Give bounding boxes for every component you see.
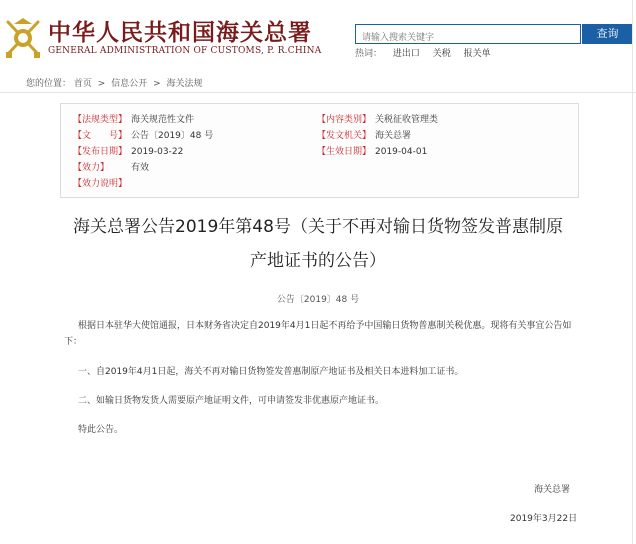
article-paragraph: 特此公告。 [78, 425, 124, 435]
meta-value: 关税征收管理类 [375, 115, 439, 125]
article-paragraph: 一、自2019年4月1日起，海关不再对输日货物签发普惠制原产地证书及相关日本进料加工证书。 [78, 367, 464, 377]
article-paragraph: 根据日本驻华大使馆通报，日本财务省决定自2019年4月1日起不再给予中国输日货物普惠制关税优惠。现将有关事宜公告如下： [64, 321, 572, 347]
metadata-box [60, 103, 579, 198]
meta-value: 2019-04-01 [375, 147, 428, 157]
meta-label: 【文 号】 [73, 131, 128, 141]
site-header [0, 0, 636, 68]
page-border [632, 0, 633, 544]
hot-word-link[interactable]: 报关单 [463, 49, 491, 59]
breadcrumb [26, 76, 203, 89]
meta-value: 海关总署 [375, 131, 412, 141]
hot-word-link[interactable]: 进出口 [392, 49, 420, 59]
meta-row [73, 128, 213, 141]
breadcrumb-prefix: 您的位置： [26, 79, 72, 89]
article-title-line: 产地证书的公告） [250, 251, 386, 271]
document-number: 公告〔2019〕48 号 [276, 295, 360, 305]
hot-words-label: 热词： [355, 49, 383, 59]
meta-row [73, 112, 194, 125]
breadcrumb-info[interactable]: 信息公开 [111, 79, 148, 89]
article-signer: 海关总署 [534, 485, 571, 495]
meta-label: 【发布日期】 [73, 147, 128, 157]
meta-row [73, 160, 149, 173]
divider [0, 92, 636, 93]
meta-label: 【生效日期】 [317, 147, 372, 157]
breadcrumb-home[interactable]: 首页 [73, 79, 92, 89]
article-paragraph: 二、如输日货物发货人需要原产地证明文件，可申请签发非优惠原产地证书。 [78, 396, 385, 406]
meta-row [317, 128, 411, 141]
breadcrumb-regulations[interactable]: 海关法规 [166, 79, 203, 89]
hot-word-link[interactable]: 关税 [432, 49, 451, 59]
meta-label: 【内容类别】 [317, 115, 372, 125]
meta-value: 公告〔2019〕48 号 [131, 131, 214, 141]
article-date: 2019年3月22日 [510, 514, 578, 524]
meta-value: 海关规范性文件 [131, 115, 195, 125]
meta-label: 【发文机关】 [317, 131, 372, 141]
meta-label: 【效力】 [73, 163, 110, 173]
article-title [40, 210, 596, 278]
meta-value: 2019-03-22 [131, 147, 184, 157]
meta-label: 【效力说明】 [73, 179, 128, 189]
breadcrumb-separator: > [97, 79, 106, 89]
search-box [355, 24, 581, 44]
article-title-line: 海关总署公告2019年第48号（关于不再对输日货物签发普惠制原 [73, 217, 563, 237]
search-button[interactable]: 查询 [582, 24, 633, 44]
meta-row [73, 176, 131, 189]
meta-label: 【法规类型】 [73, 115, 128, 125]
meta-row [317, 144, 427, 157]
site-title-cn[interactable]: 中华人民共和国海关总署 [48, 19, 312, 46]
meta-value: 有效 [131, 163, 150, 173]
meta-row [317, 112, 438, 125]
site-title-en[interactable]: GENERAL ADMINISTRATION OF CUSTOMS, P. R.CHINA [48, 46, 322, 56]
customs-emblem-icon [2, 14, 44, 60]
search-input[interactable] [360, 28, 564, 48]
breadcrumb-separator: > [153, 79, 161, 89]
meta-row [73, 144, 183, 157]
hot-words [355, 46, 501, 59]
